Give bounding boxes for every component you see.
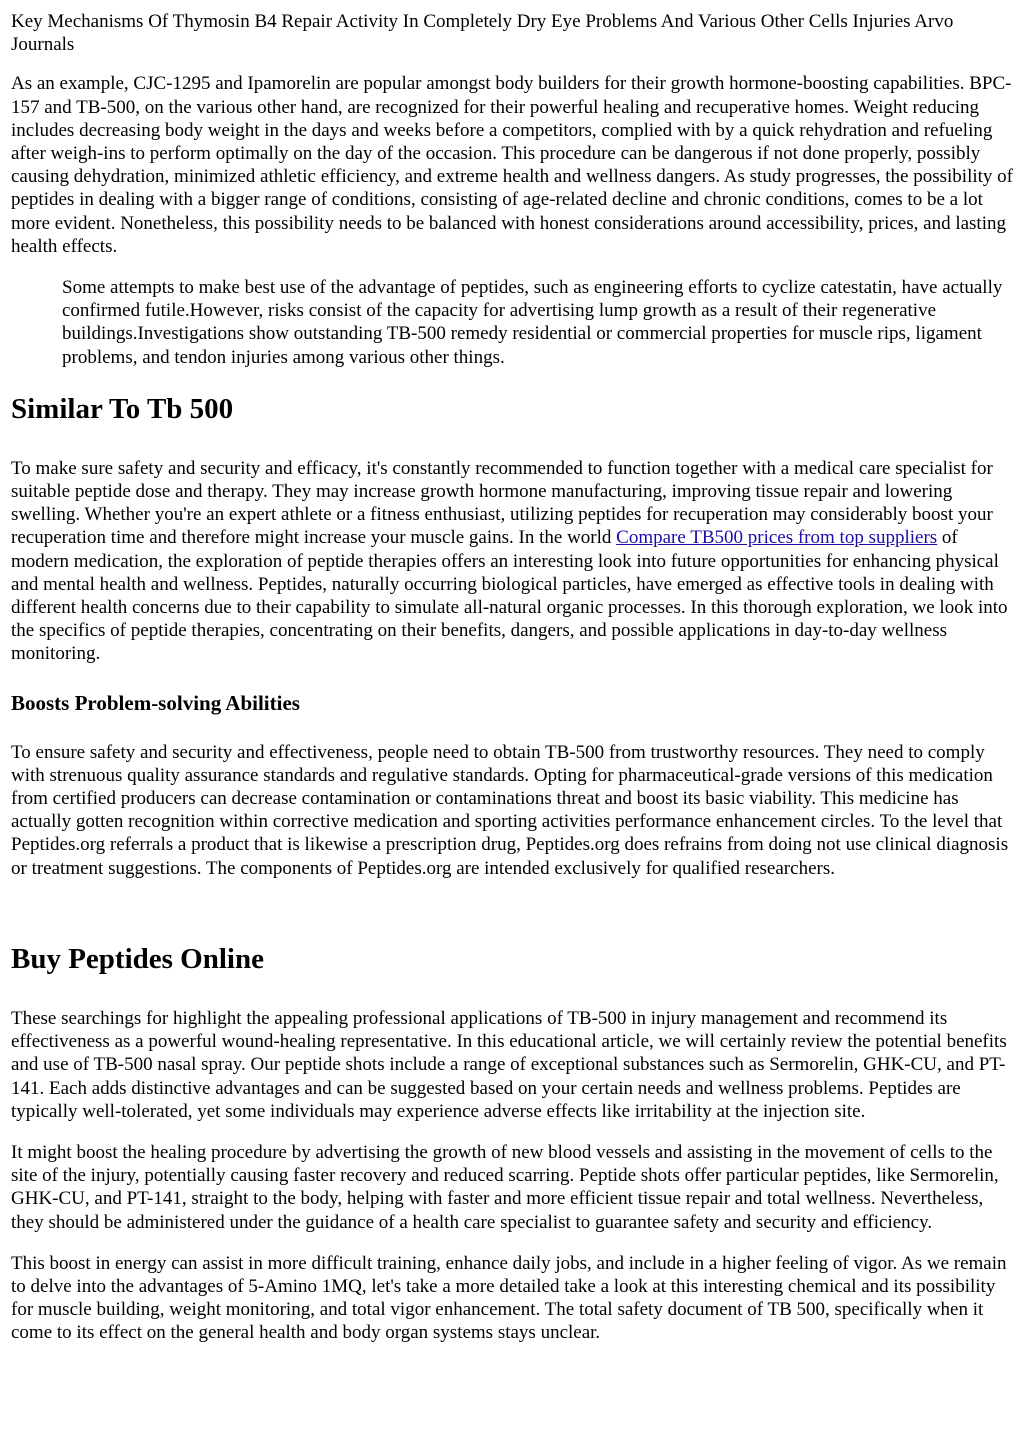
section3-paragraph-2: It might boost the healing procedure by advertising the growth of new blood vessels and assisting in the movement of cells to the site of the injury, potentially causing faster recovery and reduced scarring. Peptide shots offer particular peptides, like Sermorelin, GHK-CU, and PT-141, straight to the body, helping with faster and more efficient tissue repair and total wellness. Nevertheless, they should be administered under the guidance of a health care specialist to guarantee safety and security and efficiency. <box>11 1141 999 1233</box>
document-title-line: Key Mechanisms Of Thymosin B4 Repair Activity In Completely Dry Eye Problems And Various Other Cells Injuries Arvo Journals <box>11 11 954 56</box>
section-heading-similar-to-tb500: Similar To Tb 500 <box>11 392 234 425</box>
section1-paragraph <box>11 457 1016 666</box>
section1-text-after-link: of modern medication, the exploration of peptide therapies offers an interesting look into future opportunities for enhancing physical and mental health and wellness. Peptides, naturally occurring biological particles, have emerged as effective tools in dealing with different health concerns due to their capability to simulate all-natural organic processes. In this thorough exploration, we look into the specifics of peptide therapies, concentrating on their benefits, dangers, and possible applications in day-to-day wellness monitoring. <box>11 527 1008 665</box>
section-heading-buy-peptides-online: Buy Peptides Online <box>11 942 264 975</box>
blockquote: Some attempts to make best use of the advantage of peptides, such as engineering efforts to cyclize catestatin, have actually confirmed futile.However, risks consist of the capacity for advertising lump growth as a result of their regenerative buildings.Investigations show outstanding TB-500 remedy residential or commercial properties for muscle rips, ligament problems, and tendon injuries among various other things. <box>62 277 1003 368</box>
section2-paragraph: To ensure safety and security and effectiveness, people need to obtain TB-500 from trustworthy resources. They need to comply with strenuous quality assurance standards and regulative standards. Opting for pharmaceutical-grade versions of this medication from certified producers can decrease contamination or contaminations threat and boost its basic viability. This medicine has actually gotten recognition within corrective medication and sporting activities performance enhancement circles. To the level that Peptides.org referrals a product that is likewise a prescription drug, Peptides.org does refrains from doing not use clinical diagnosis or treatment suggestions. The components of Peptides.org are intended exclusively for qualified researchers. <box>11 741 1009 879</box>
section3-paragraph-3: This boost in energy can assist in more difficult training, enhance daily jobs, and include in a higher feeling of vigor. As we remain to delve into the advantages of 5-Amino 1MQ, let's take a more detailed take a look at this interesting chemical and its possibility for muscle building, weight monitoring, and total vigor enhancement. The total safety document of TB 500, specifically when it come to its effect on the general health and body organ systems stays unclear. <box>11 1252 1007 1344</box>
section3-paragraph-1: These searchings for highlight the appealing professional applications of TB-500 in injury management and recommend its effectiveness as a powerful wound-healing representative. In this educational article, we will certainly review the potential benefits and use of TB-500 nasal spray. Our peptide shots include a range of exceptional substances such as Sermorelin, GHK-CU, and PT-141. Each adds distinctive advantages and can be suggested based on your certain needs and wellness problems. Peptides are typically well-tolerated, yet some individuals may experience adverse effects like irritability at the injection site. <box>11 1007 1007 1122</box>
section1-text-before-link: To make sure safety and security and efficacy, it's constantly recommended to function together with a medical care specialist for suitable peptide dose and therapy. They may increase growth hormone manufacturing, improving tissue repair and lowering swelling. Whether you're an expert athlete or a fitness enthusiast, utilizing peptides for recuperation may considerably boost your recuperation time and therefore might increase your muscle gains. In the world <box>11 457 993 549</box>
intro-paragraph: As an example, CJC-1295 and Ipamorelin are popular amongst body builders for their growth hormone-boosting capabilities. BPC-157 and TB-500, on the various other hand, are recognized for their powerful healing and recuperative homes. Weight reducing includes decreasing body weight in the days and weeks before a competitors, complied with by a quick rehydration and refueling after weigh-ins to perform optimally on the day of the occasion. This procedure can be dangerous if not done properly, possibly causing dehydration, minimized athletic efficiency, and extreme health and wellness dangers. As study progresses, the possibility of peptides in dealing with a bigger range of conditions, consisting of age-related decline and chronic conditions, comes to be a lot more evident. Nonetheless, this possibility needs to be balanced with honest considerations around accessibility, prices, and lasting health effects. <box>11 73 1013 257</box>
section-heading-boosts-problem-solving: Boosts Problem-solving Abilities <box>11 690 300 715</box>
compare-tb500-prices-link[interactable]: Compare TB500 prices from top suppliers <box>616 527 938 549</box>
